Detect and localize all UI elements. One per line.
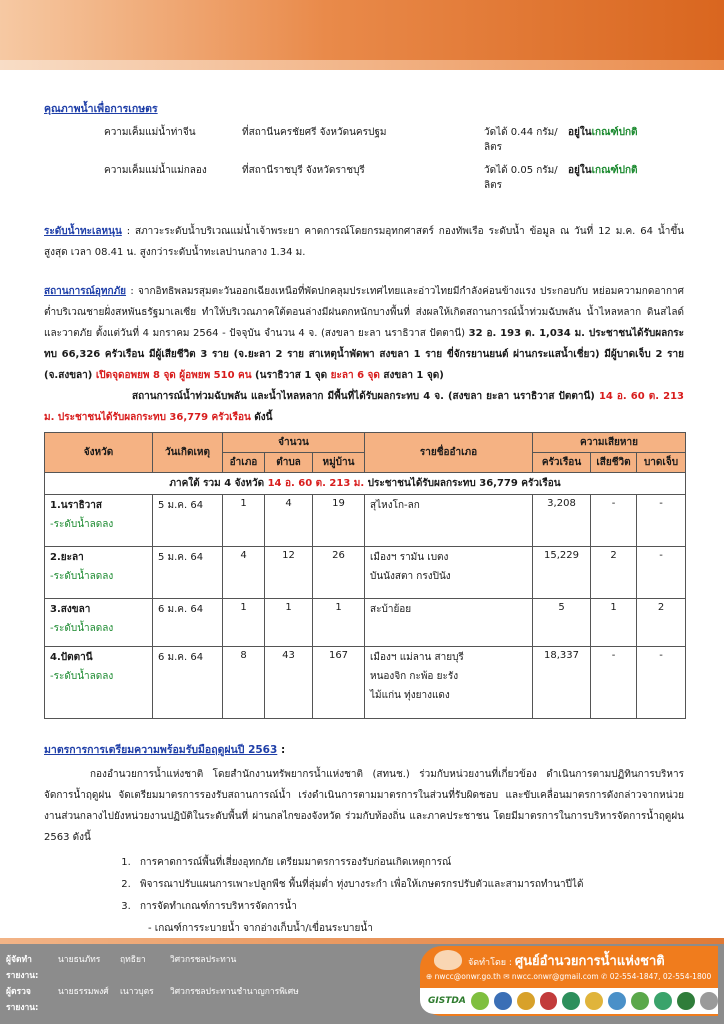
village-count: 26: [313, 547, 365, 599]
village-count: 1: [313, 599, 365, 647]
author-title: วิศวกรชลประทาน: [170, 955, 237, 965]
affected-tail: ดังนี้: [250, 412, 273, 423]
footer-stripe: [0, 938, 724, 944]
measures-subitem: - เกณฑ์การระบายน้ำ จากอ่างเก็บน้ำ/เขื่อนระบายน้ำ: [148, 923, 373, 934]
salt-name: ความเค็มแม่น้ำแม่กลอง: [104, 165, 207, 176]
amphoe-count: 8: [223, 647, 265, 719]
dead-count: -: [591, 495, 637, 547]
province-name: 2.ยะลา: [50, 552, 84, 563]
injured-count: -: [637, 647, 686, 719]
partner-logo-icon: [700, 992, 718, 1010]
tambon-count: 1: [265, 599, 313, 647]
col-amphoe: อำเภอ: [223, 453, 265, 473]
amphoe-names: สุไหงโก-ลก: [365, 495, 533, 547]
affected-stats: 14 อ. 60 ต. 213 ม. ประชาชนได้รับผลกระทบ 36,779 ครัวเรือน: [44, 391, 684, 423]
impact-table: [44, 432, 686, 719]
amphoe-count: 4: [223, 547, 265, 599]
salt-measure: วัดได้ 0.05 กรัม/ลิตร: [484, 165, 558, 191]
event-date: 5 ม.ค. 64: [153, 495, 223, 547]
reviewer-first-name: นายธรรมพงศ์: [58, 987, 109, 997]
col-province: จังหวัด: [45, 433, 153, 473]
partner-logo-icon: [608, 992, 626, 1010]
col-injured: บาดเจ็บ: [637, 453, 686, 473]
col-names: รายชื่ออำเภอ: [365, 433, 533, 473]
salt-station: ที่สถานีนครชัยศรี จังหวัดนครปฐม: [242, 127, 387, 138]
partner-logo-icon: [517, 992, 535, 1010]
col-village: หมู่บ้าน: [313, 453, 365, 473]
province-name: 3.สงขลา: [50, 604, 91, 615]
contact-info: ⊕ nwcc@onwr.go.th ✉ nwcc.onwr@gmail.com ✆ 02-554-1847, 02-554-1800: [426, 972, 712, 981]
amphoe-count: 1: [223, 599, 265, 647]
partner-logos: [420, 988, 718, 1014]
reviewer-label: ผู้ตรวจรายงาน:: [6, 987, 39, 1013]
header-band: [0, 0, 724, 62]
event-date: 6 ม.ค. 64: [153, 599, 223, 647]
measures-heading-row: [44, 741, 684, 758]
measures-section: [44, 741, 684, 940]
author-label: ผู้จัดทำรายงาน:: [6, 955, 39, 981]
gistda-logo: GISTDA: [428, 996, 466, 1006]
report-authors: [6, 952, 350, 1016]
region-affected: ประชาชนได้รับผลกระทบ 36,779 ครัวเรือน: [364, 478, 561, 489]
water-drop-icon: [434, 950, 462, 970]
region-count: 14 อ. 60 ต. 213 ม.: [267, 478, 365, 489]
tambon-count: 12: [265, 547, 313, 599]
sea-level-text: : สภาวะระดับน้ำบริเวณแม่น้ำเจ้าพระยา คาดการณ์โดยกรมอุทกศาสตร์ กองทัพเรือ ระดับน้ำ ข้อมูล ณ วันที่ 12 ม.ค. 64 น้ำขึ้นสูงสุด เวลา 08.41 น. สูงกว่าระดับน้ำทะเลปานกลาง 1.34 ม.: [44, 226, 684, 258]
sea-level-paragraph: [44, 221, 684, 263]
salt-status: อยู่ในเกณฑ์ปกติ: [568, 165, 638, 176]
disaster-text: : จากอิทธิพลมรสุมตะวันออกเฉียงเหนือที่พัดปกคลุมประเทศไทยและอ่าวไทยมีกำลังค่อนข้างแรง ประกอบกับ หย่อมความกดอากาศต่ำบริเวณชายฝั่งสหพันธรัฐมาเลเซีย ทำให้บริเวณภาคใต้ตอนล่างมีฝนตกหนักบางพื้นที่ ส่งผลให้เกิดสถานการณ์น้ำท่วมฉับพลัน น้ำไหลหลาก ดินสไลด์ และวาตภัย ตั้งแต่วันที่ 4 มกราคม 2564 - ปัจจุบัน จำนวน 4 จ. (สงขลา ยะลา นราธิวาส ปัตตานี): [44, 286, 684, 339]
evacuation-stats: เปิดจุดอพยพ 8 จุด ผู้อพยพ 510 คน: [95, 370, 252, 381]
tambon-count: 43: [265, 647, 313, 719]
author-row: [6, 952, 350, 984]
water-level-status: -ระดับน้ำลดลง: [50, 671, 114, 682]
amphoe-names: เมืองฯ รามัน เบตง บันนังสตา กรงปินัง: [365, 547, 533, 599]
list-item: 1. การคาดการณ์พื้นที่เสี่ยงอุทกภัย เตรียมมาตรการรองรับก่อนเกิดเหตุการณ์: [134, 852, 684, 874]
water-level-status: -ระดับน้ำลดลง: [50, 623, 114, 634]
province-name: 1.นราธิวาส: [50, 500, 103, 511]
evacuation-songkhla: สงขลา 1 จุด): [379, 370, 444, 381]
table-row: [45, 547, 686, 599]
village-count: 167: [313, 647, 365, 719]
village-count: 19: [313, 495, 365, 547]
brand-block: [420, 946, 718, 1016]
province-name: 4.ปัตตานี: [50, 652, 93, 663]
partner-logo-icon: [654, 992, 672, 1010]
salt-name: ความเค็มแม่น้ำท่าจีน: [104, 127, 196, 138]
injured-count: -: [637, 495, 686, 547]
injured-count: 2: [637, 599, 686, 647]
partner-logo-icon: [540, 992, 558, 1010]
event-date: 6 ม.ค. 64: [153, 647, 223, 719]
affected-text: สถานการณ์น้ำท่วมฉับพลัน และน้ำไหลหลาก มีพื้นที่ได้รับผลกระทบ 4 จ. (สงขลา ยะลา นราธิวาส ปัตตานี): [132, 391, 599, 402]
list-item: 3. การจัดทำเกณฑ์การบริหารจัดการน้ำ: [134, 896, 684, 918]
region-summary-row: [45, 473, 686, 495]
household-count: 5: [533, 599, 591, 647]
col-tambon: ตำบล: [265, 453, 313, 473]
amphoe-names: สะบ้าย้อย: [365, 599, 533, 647]
salt-measure: วัดได้ 0.44 กรัม/ลิตร: [484, 127, 558, 153]
water-level-status: -ระดับน้ำลดลง: [50, 571, 114, 582]
measures-heading: มาตรการการเตรียมความพร้อมรับมือฤดูฝนปี 2563: [44, 744, 278, 756]
salt-row: [44, 125, 684, 155]
table-row: [45, 599, 686, 647]
partner-logo-icon: [494, 992, 512, 1010]
injured-count: -: [637, 547, 686, 599]
measures-heading-tail: :: [277, 744, 286, 756]
household-count: 3,208: [533, 495, 591, 547]
affected-summary: [44, 386, 684, 428]
table-row: [45, 647, 686, 719]
salt-row: [44, 163, 684, 193]
author-first-name: นายธนภัทร: [58, 955, 101, 965]
sea-level-heading: ระดับน้ำทะเลหนุน: [44, 226, 122, 237]
salt-station: ที่สถานีราชบุรี จังหวัดราชบุรี: [242, 165, 365, 176]
dead-count: -: [591, 647, 637, 719]
dead-count: 2: [591, 547, 637, 599]
household-count: 18,337: [533, 647, 591, 719]
agri-title: คุณภาพน้ำเพื่อการเกษตร: [44, 103, 158, 115]
measures-list: [134, 852, 684, 918]
partner-logo-icon: [585, 992, 603, 1010]
amphoe-names: เมืองฯ แม่ลาน สายบุรี หนองจิก กะพ้อ ยะรัง ไม้แก่น ทุ่งยางแดง: [365, 647, 533, 719]
reviewer-last-name: เนาวบุตร: [120, 987, 154, 997]
globe-icon: ⊕: [426, 972, 435, 981]
household-count: 15,229: [533, 547, 591, 599]
partner-logo-icon: [631, 992, 649, 1010]
dead-count: 1: [591, 599, 637, 647]
disaster-paragraph: [44, 281, 684, 386]
list-item: 2. พิจารณาปรับแผนการเพาะปลูกพืช พื้นที่ลุ่มต่ำ ทุ่งบางระกำ เพื่อให้เกษตรกรปรับตัวและสามารถทำนาปีได้: [134, 874, 684, 896]
salt-status: อยู่ในเกณฑ์ปกติ: [568, 127, 638, 138]
partner-logo-icon: [677, 992, 695, 1010]
partner-logo-icon: [562, 992, 580, 1010]
measures-text: กองอำนวยการน้ำแห่งชาติ โดยสำนักงานทรัพยากรน้ำแห่งชาติ (สทนช.) ร่วมกับหน่วยงานที่เกี่ยวข้อง ดำเนินการตามปฏิทินการบริหารจัดการน้ำฤดูฝน จัดเตรียมมาตรการรองรับสถานการณ์น้ำ เร่งดำเนินการตามมาตรการในส่วนที่รับผิดชอบ และขับเคลื่อนมาตรการดังกล่าวจากหน่วยงานส่วนกลางไปยังหน่วยงานปฏิบัติในระดับพื้นที่ ผ่านกลไกของจังหวัด ร่วมกับท้องถิ่น และภาคประชาชน โดยมีมาตรการในการบริหารจัดการน้ำฤดูฝน 2563 ดังนี้: [44, 769, 684, 843]
table-row: [45, 495, 686, 547]
col-household: ครัวเรือน: [533, 453, 591, 473]
reviewer-title: วิศวกรชลประทานชำนาญการพิเศษ: [170, 987, 299, 997]
amphoe-count: 1: [223, 495, 265, 547]
report-body: [44, 100, 684, 940]
col-date: วันเกิดเหตุ: [153, 433, 223, 473]
footer: [0, 938, 724, 1024]
col-dead: เสียชีวิต: [591, 453, 637, 473]
reviewer-row: [6, 984, 350, 1016]
partner-logo-icon: [471, 992, 489, 1010]
region-label: ภาคใต้ รวม 4 จังหวัด: [169, 478, 268, 489]
disaster-stats: 32 อ. 193 ต. 1,034 ม. ประชาชนได้รับผลกระทบ 66,326 ครัวเรือน มีผู้เสียชีวิต 3 ราย (จ.ยะลา 2 ราย สาเหตุน้ำพัดพา สงขลา 1 ราย ขี่จักรยานยนต์ ผ่านกระแสน้ำเชี่ยว) มีผู้บาดเจ็บ 2 ราย (จ.สงขลา): [44, 328, 684, 381]
evacuation-detail: (นราธิวาส 1 จุด: [251, 370, 331, 381]
event-date: 5 ม.ค. 64: [153, 547, 223, 599]
tambon-count: 4: [265, 495, 313, 547]
agri-section: [44, 100, 684, 193]
col-count: จำนวน: [223, 433, 365, 453]
evacuation-yala: ยะลา 6 จุด: [330, 370, 380, 381]
brand-title: จัดทำโดย : ศูนย์อำนวยการน้ำแห่งชาติ: [468, 954, 665, 969]
author-last-name: ฤทธิยา: [120, 955, 146, 965]
water-level-status: -ระดับน้ำลดลง: [50, 519, 114, 530]
disaster-heading: สถานการณ์อุทกภัย: [44, 286, 127, 297]
col-damage: ความเสียหาย: [533, 433, 686, 453]
